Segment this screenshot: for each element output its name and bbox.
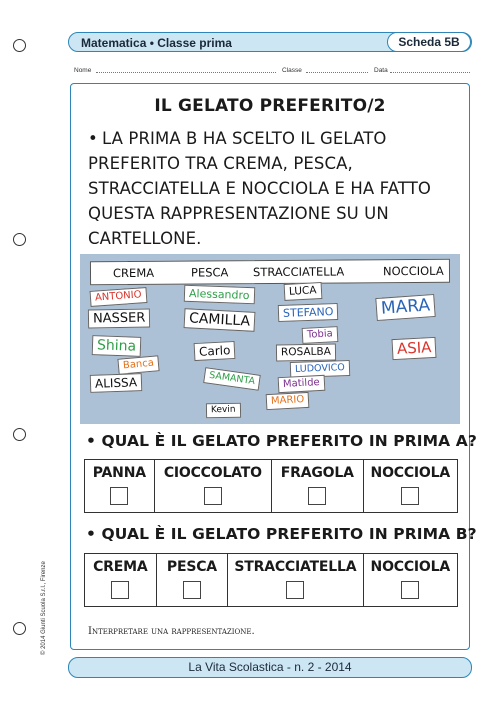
table-a-label: FRAGOLA <box>280 465 354 481</box>
table-a-label: NOCCIOLA <box>370 465 450 481</box>
poster-column-nocciola: NOCCIOLA <box>382 263 444 279</box>
class-field[interactable] <box>306 72 368 73</box>
name-card: STEFANO <box>278 303 339 322</box>
name-card: CAMILLA <box>184 308 256 332</box>
date-label: Data <box>374 67 388 74</box>
learning-objective: Interpretare una rappresentazione. <box>88 626 255 637</box>
bullet-icon: • <box>88 129 98 148</box>
name-field[interactable] <box>96 72 276 73</box>
scheda-label: Scheda 5B <box>387 32 471 52</box>
header-bar <box>68 32 472 52</box>
checkbox[interactable] <box>401 581 419 599</box>
name-card: Tobia <box>302 326 339 344</box>
question-b <box>86 525 477 543</box>
table-b-label: NOCCIOLA <box>370 559 450 575</box>
name-card: Carlo <box>194 341 236 361</box>
copyright-note: © 2014 Giunti Scuola S.r.l., Firenze <box>41 561 47 655</box>
question-a <box>86 432 477 450</box>
name-card: LUDOVICO <box>290 360 350 378</box>
name-card: Banca <box>117 355 159 375</box>
binder-hole-1 <box>13 39 26 52</box>
poster-header-strip <box>90 259 450 286</box>
binder-hole-2 <box>13 233 26 246</box>
name-card: NASSER <box>88 308 151 328</box>
table-a-label: CIOCCOLATO <box>163 465 262 481</box>
footer-bar: La Vita Scolastica - n. 2 - 2014 <box>68 657 472 678</box>
name-card: SAMANTA <box>203 367 261 390</box>
binder-hole-3 <box>13 428 26 441</box>
poster-column-crema: CREMA <box>112 265 155 281</box>
table-a-cell <box>364 460 458 512</box>
name-card: LUCA <box>284 282 322 300</box>
checkbox[interactable] <box>110 487 128 505</box>
checkbox[interactable] <box>111 581 129 599</box>
bullet-icon: • <box>86 525 102 543</box>
binder-hole-4 <box>13 622 26 635</box>
date-field[interactable] <box>390 72 470 73</box>
checkbox[interactable] <box>286 581 304 599</box>
name-card: Alessandro <box>184 285 255 304</box>
checkbox[interactable] <box>204 487 222 505</box>
name-card: ANTONIO <box>90 287 148 307</box>
name-card: Shina <box>92 335 142 357</box>
checkbox[interactable] <box>401 487 419 505</box>
name-card: MARA <box>375 294 436 321</box>
bullet-icon: • <box>86 432 102 450</box>
header-title: Matematica • Classe prima <box>81 36 232 50</box>
table-b-cell <box>228 554 363 606</box>
table-b-cell <box>364 554 458 606</box>
poster-column-stracciatella: STRACCIATELLA <box>252 264 345 280</box>
checkbox[interactable] <box>183 581 201 599</box>
table-a-label: PANNA <box>92 465 146 481</box>
name-card: Matilde <box>278 375 326 393</box>
name-card: ROSALBA <box>276 343 336 361</box>
poster-column-pesca: PESCA <box>190 265 229 280</box>
table-b-label: CREMA <box>93 559 148 575</box>
checkbox[interactable] <box>308 487 326 505</box>
class-label: Classe <box>282 67 302 74</box>
question-a-text: QUAL È IL GELATO PREFERITO IN PRIMA A? <box>101 432 477 450</box>
name-card: ALISSA <box>90 373 143 393</box>
poster-board <box>80 254 460 424</box>
name-card: ASIA <box>391 337 437 360</box>
table-a-cell <box>272 460 364 512</box>
table-b-label: STRACCIATELLA <box>234 559 357 575</box>
table-b-label: PESCA <box>166 559 217 575</box>
table-b-cell <box>157 554 229 606</box>
answer-table-b <box>84 553 458 607</box>
intro-paragraph <box>88 126 458 251</box>
answer-table-a <box>84 459 458 513</box>
table-b-cell <box>85 554 157 606</box>
name-card: MARIO <box>266 392 310 410</box>
table-a-cell <box>85 460 155 512</box>
question-b-text: QUAL È IL GELATO PREFERITO IN PRIMA B? <box>101 525 477 543</box>
table-a-cell <box>155 460 272 512</box>
name-label: Nome <box>74 67 92 74</box>
intro-text: LA PRIMA B HA SCELTO IL GELATO PREFERITO TRA CREMA, PESCA, STRACCIATELLA E NOCCIOLA E HA FATTO QUESTA RAPPRESENTAZIONE SU UN CARTELLONE. <box>88 129 432 248</box>
worksheet-title: IL GELATO PREFERITO/2 <box>154 96 386 116</box>
name-card: Kevin <box>206 403 241 419</box>
